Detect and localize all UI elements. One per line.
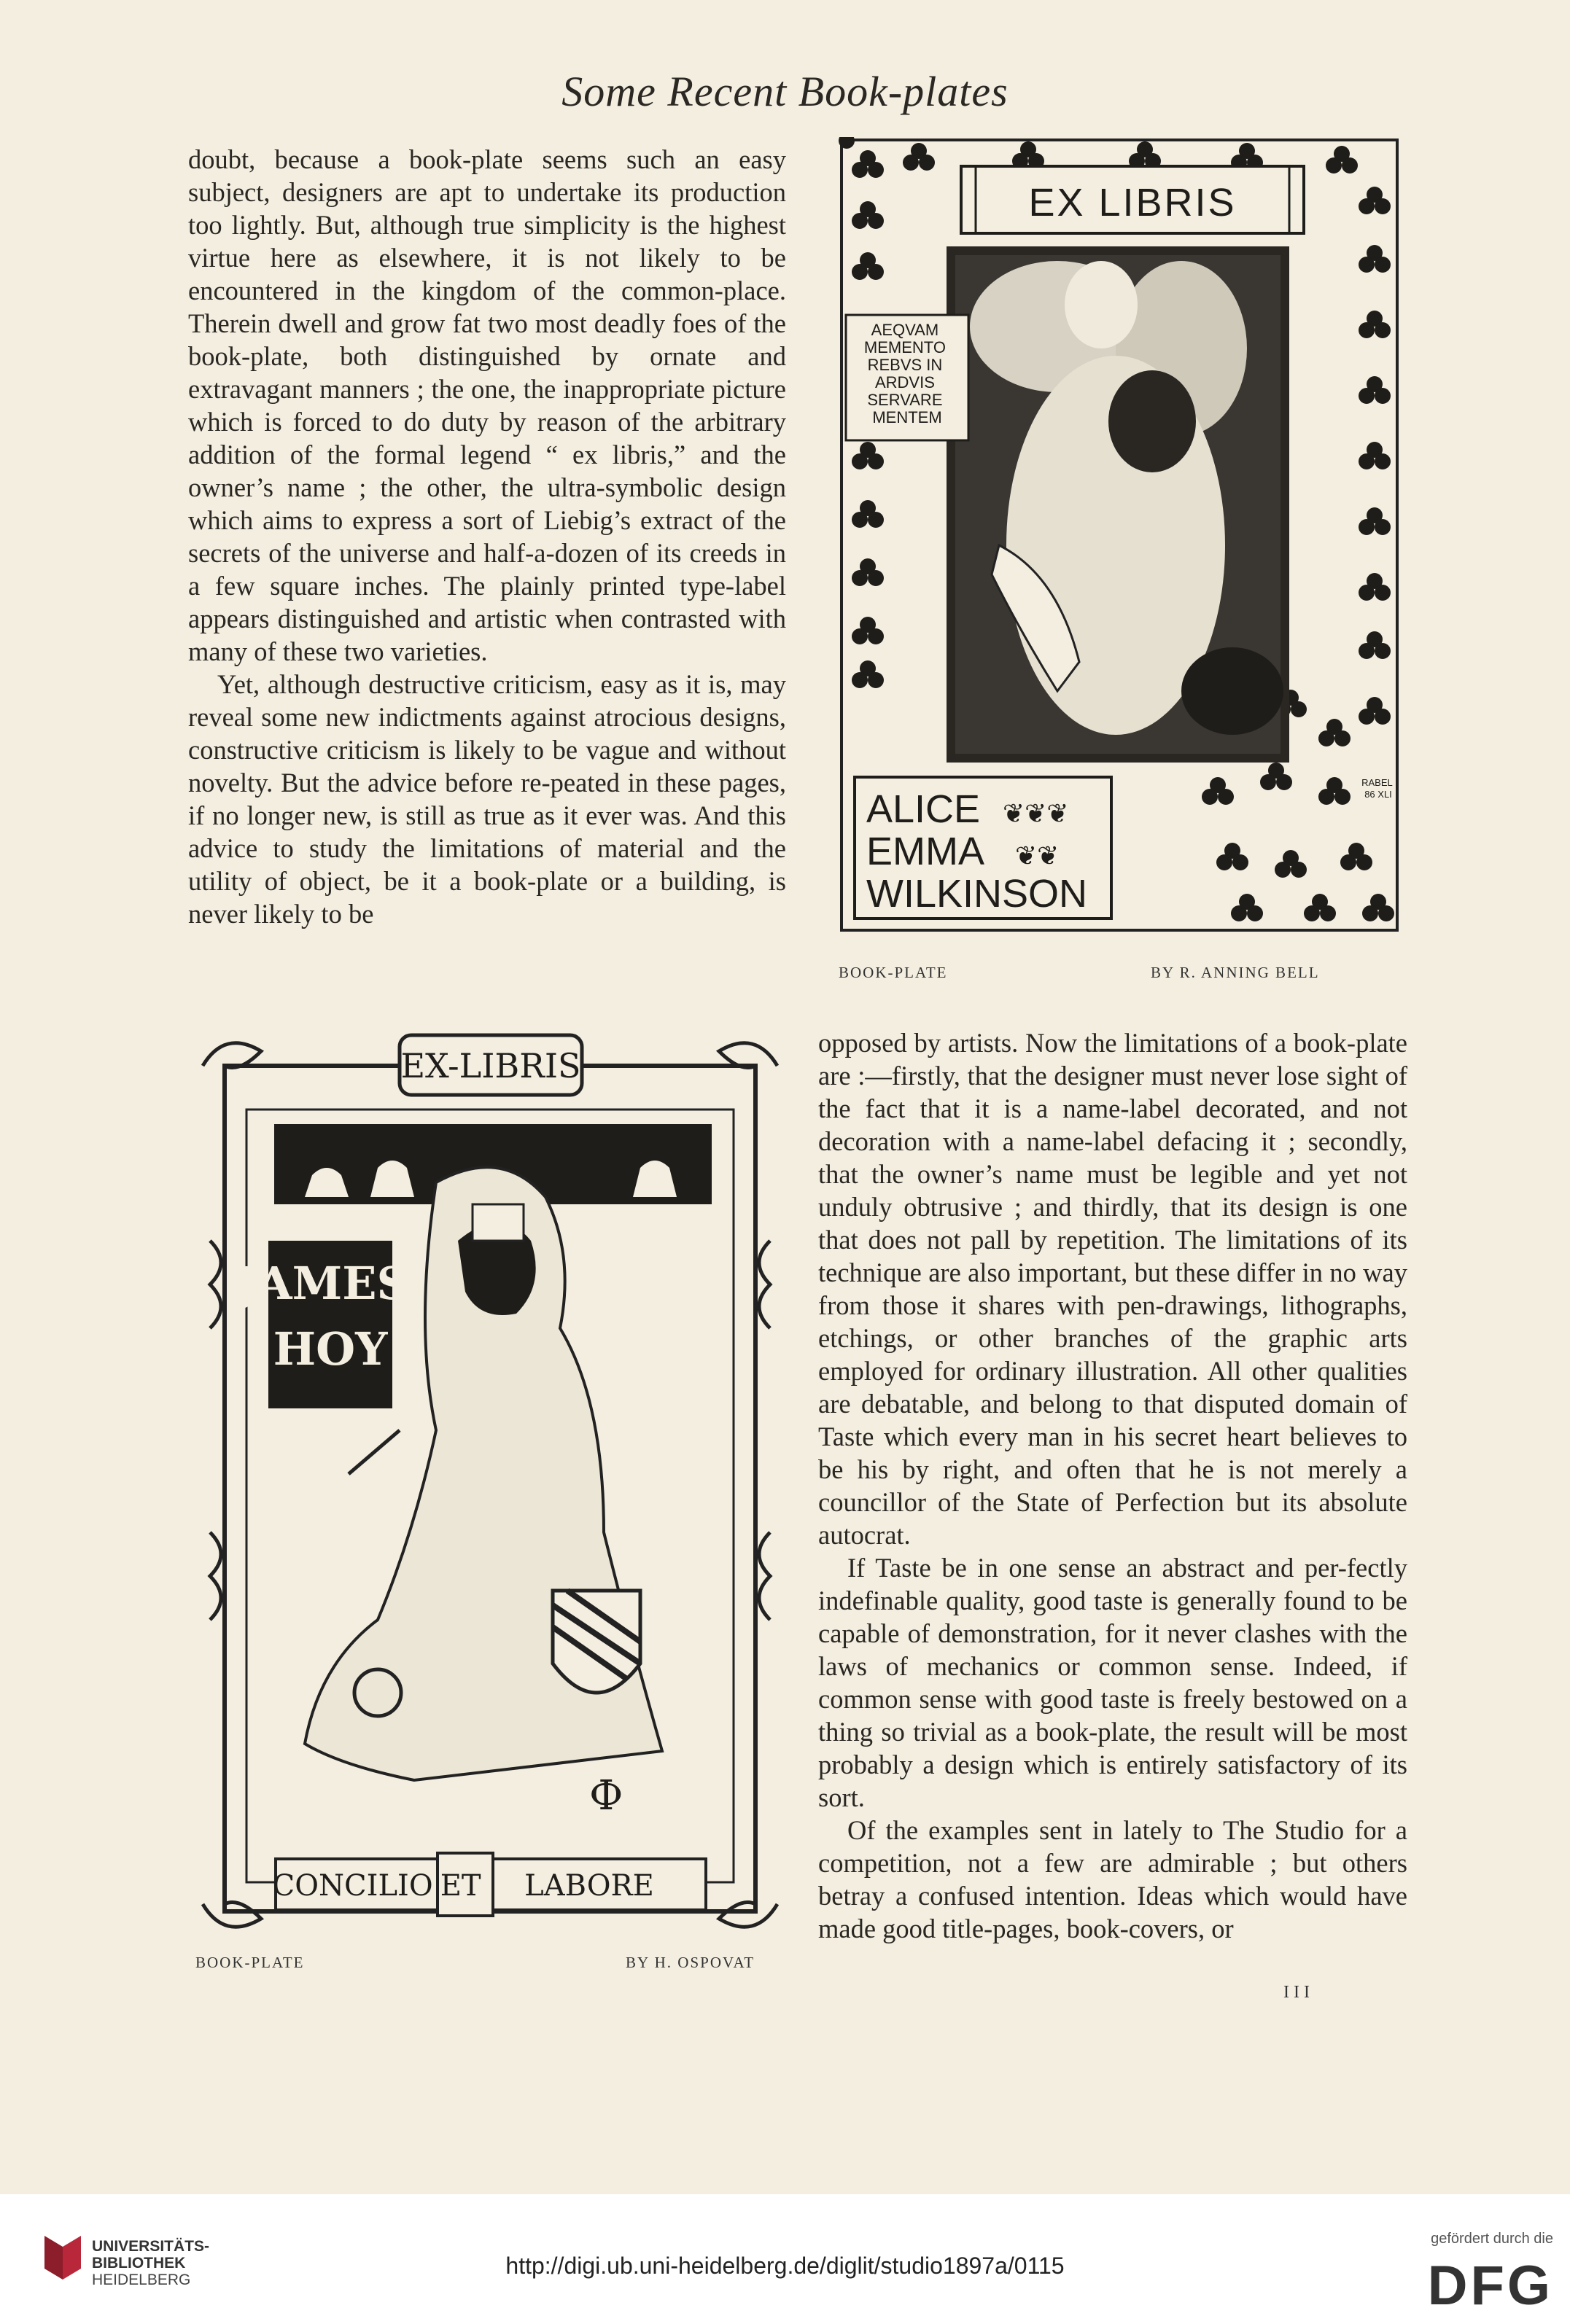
source-url-link[interactable]: http://digi.ub.uni-heidelberg.de/diglit/studio1897a/0115: [505, 2253, 1065, 2279]
owner-name-line: ALICE: [866, 787, 981, 831]
motto-line: MENTEM: [872, 408, 942, 426]
paragraph: If Taste be in one sense an abstract and per-fectly indefinable quality, good taste is generally found to be capable of demonstration, for it never clashes with the laws of mechanics or common sense. Indeed, if common sense with good taste is freely bestowed on a thing so trivial as a book-plate, the result will be most probably a design which is entirely satisfactory of its sort.: [818, 1553, 1407, 1812]
motto-line: REBVS IN: [867, 356, 943, 374]
paragraph: Yet, although destructive criticism, easy as it is, may reveal some new indictments against atrocious designs, constructive criticism is likely to be vague and without novelty. But the advice before re-peated in these pages, if no longer new, is still as true as it ever was. And this advice to study the limitations of material and the utility of object, be it a book-plate or a building, is never likely to be: [188, 669, 786, 929]
svg-text:RABEL 86 XLI: [1361, 777, 1395, 800]
artist-monogram: 86 XLI: [1364, 789, 1392, 800]
paragraph: opposed by artists. Now the limitations of a book-plate are :—firstly, that the designer must never lose sight of the fact that it is a name-label decorated, and not decoration with a name-label defacing it ; secondly, that the owner’s name must be legible and yet not unduly obtrusive ; and thirdly, that its design is one that does not pall by repetition. The limitations of its technique are also important, but these differ in no way from those it shares with pen-drawings, lithographs, etchings, or other branches of the graphic arts employed for ordinary illustration. All other qualities are debatable, and belong to that disputed domain of Taste which every man in his secret heart believes to be his by right, and often that he is not merely a councillor of the State of Perfection but its absolute autocrat.: [818, 1028, 1407, 1550]
motto-line: AEQVAM: [871, 321, 939, 339]
owner-name-line: JAMES: [236, 1257, 410, 1310]
plate-caption-artist: BY H. OSPOVAT: [626, 1954, 755, 1971]
motto-line: SERVARE: [867, 391, 943, 409]
motto-line: MEMENTO: [863, 338, 946, 356]
name-ornament: ❦❦: [1015, 841, 1060, 871]
plate-caption-title: BOOK-PLATE: [195, 1954, 305, 1971]
running-head: Some Recent Book-plates: [561, 68, 1009, 115]
bookplate-illustration-ospovat: [195, 1022, 785, 1948]
plate-caption-title: BOOK-PLATE: [839, 964, 948, 981]
paragraph: doubt, because a book-plate seems such an easy subject, designers are apt to undertake its production too lightly. But, although true simplicity is the highest virtue here as elsewhere, it is not likely to be encountered in the kingdom of the common-place. Therein dwell and grow fat two most deadly foes of the book-plate, both distinguished by ornate and extravagant manners ; the one, the inappropriate picture which is forced to do duty by reason of the arbitrary addition of the formal legend “ ex libris,” and the owner’s name ; the other, the ultra-symbolic design which aims to express a sort of Liebig’s extract of the secrets of the universe and half-a-dozen of its creeds in a few square inches. The plainly printed type-label appears distinguished and artistic when contrasted with many of these two varieties.: [188, 144, 786, 666]
right-column-text: [818, 1026, 1407, 1945]
plate-caption-artist: BY R. ANNING BELL: [1151, 964, 1320, 981]
page-number: III: [1283, 1983, 1314, 2002]
library-name-line: HEIDELBERG: [92, 2272, 191, 2288]
left-column-text: [188, 143, 786, 930]
motto-word: CONCILIO: [272, 1869, 433, 1903]
funding-note: gefördert durch die: [1431, 2231, 1553, 2247]
svg-text:AEQVAM MEMENTO: [864, 321, 950, 426]
motto-word: ET: [440, 1869, 481, 1903]
plate-header: EX LIBRIS: [1028, 181, 1237, 225]
owner-name-line: WILKINSON: [866, 872, 1088, 916]
motto-word: LABORE: [524, 1869, 654, 1903]
artist-monogram: RABEL: [1361, 777, 1393, 788]
funder-logo: DFG: [1427, 2255, 1553, 2317]
svg-text:CONCILIO ET LA: [273, 1869, 654, 1903]
plate-header: EX-LIBRIS: [400, 1046, 581, 1085]
artist-monogram: Ф: [589, 1772, 623, 1820]
name-ornament: ❦❦❦: [1003, 799, 1069, 829]
bookplate-illustration-bell: [839, 137, 1400, 933]
motto-line: ARDVIS: [874, 373, 935, 391]
library-name-line: BIBLIOTHEK: [92, 2255, 186, 2272]
owner-name-line: HOY: [273, 1322, 388, 1376]
owner-name-line: EMMA: [866, 830, 983, 873]
paragraph: Of the examples sent in lately to The Studio for a competition, not a few are admirable ; but others betray a confused intention. Ideas which would have made good title-pages, book-covers, or: [818, 1815, 1407, 1943]
library-name-line: UNIVERSITÄTS-: [92, 2238, 210, 2255]
